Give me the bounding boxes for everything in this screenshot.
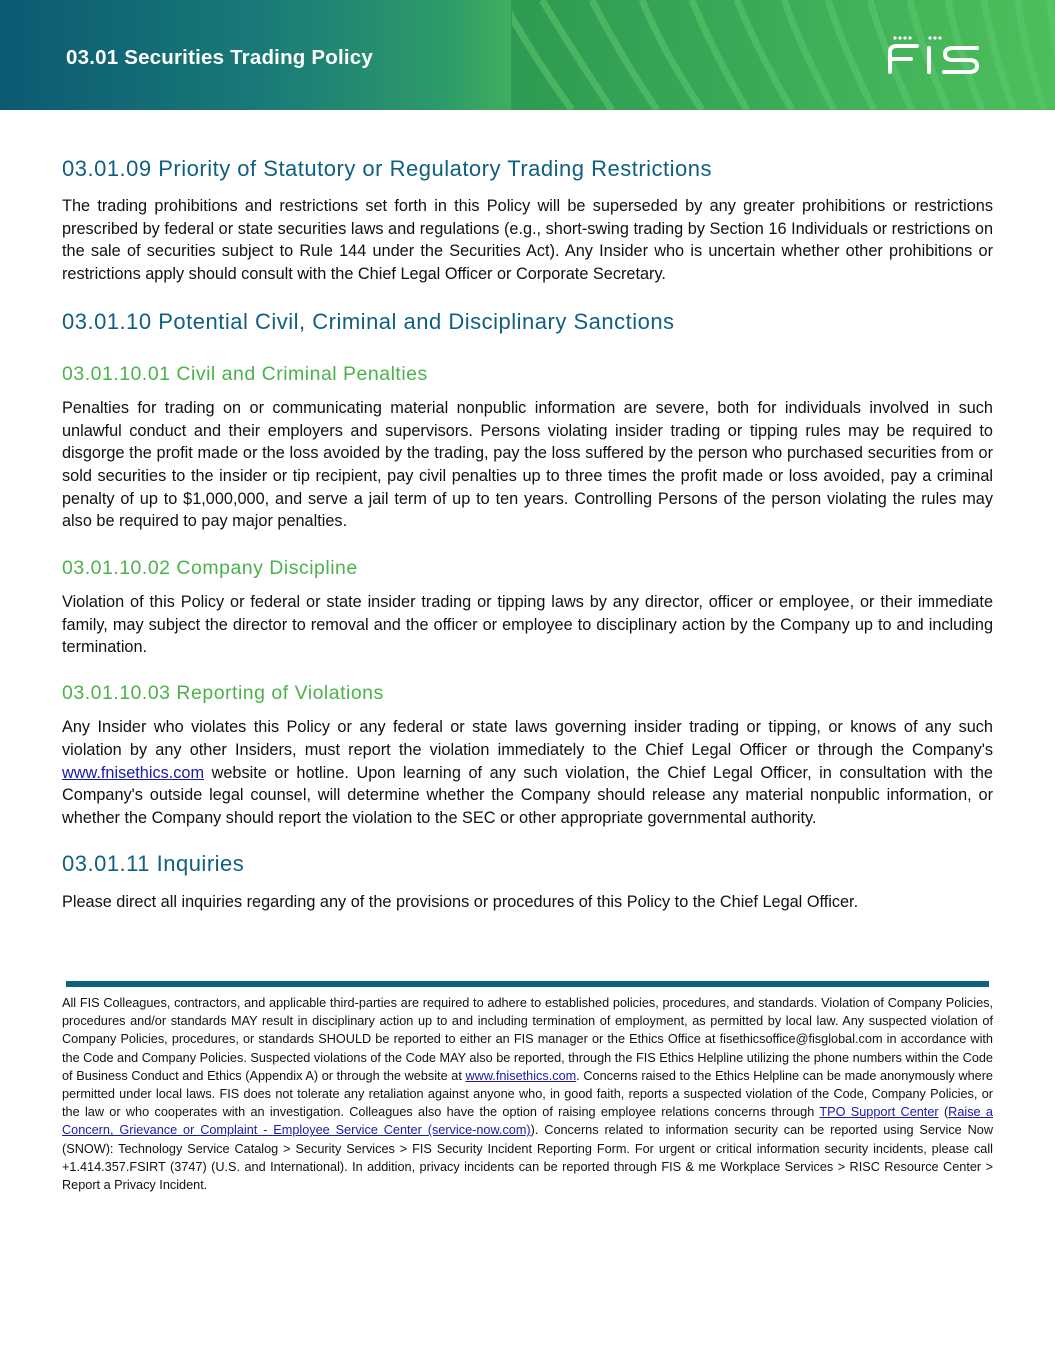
- heading-inquiries: 03.01.11 Inquiries: [62, 850, 245, 876]
- paragraph-inquiries: Please direct all inquiries regarding any of the provisions or procedures of this Policy to the Chief Legal Officer.: [62, 892, 859, 911]
- footer-ethics-website-link[interactable]: www.fnisethics.com: [465, 1068, 577, 1083]
- document-title: 03.01 Securities Trading Policy: [66, 46, 374, 69]
- heading-company-discipline: 03.01.10.02 Company Discipline: [62, 557, 358, 580]
- ethics-website-link[interactable]: www.fnisethics.com: [62, 763, 205, 782]
- main-content: [62, 152, 993, 913]
- fis-logo-icon: [885, 34, 981, 76]
- heading-reporting-violations: 03.01.10.03 Reporting of Violations: [62, 682, 384, 705]
- header-banner: [0, 0, 1055, 110]
- paragraph-civil-criminal-penalties: Penalties for trading on or communicating material nonpublic information are severe, both for individuals involved in such unlawful conduct and their employers and supervisors. Persons violating insider trading or tipping rules may be required to disgorge the profit made or the loss avoided by the trading, pay the loss suffered by the person who purchased securities from or sold securities to the insider or tip recipient, pay civil penalties up to three times the profit made or loss avoided, pay a criminal penalty of up to $1,000,000, and serve a jail term of up to ten years. Controlling Persons of the person violating the rules may also be required to pay major penalties.: [62, 398, 993, 531]
- paragraph-company-discipline: Violation of this Policy or federal or state insider trading or tipping laws by any director, officer or employee, or their immediate family, may subject the director to removal and the officer or employee to disciplinary action by the Company up to and including termination.: [62, 593, 993, 657]
- raise-concern-link[interactable]: Raise a Concern, Grievance or Complaint - Employee Service Center (service-now.com): [62, 1105, 993, 1138]
- heading-sanctions: 03.01.10 Potential Civil, Criminal and Disciplinary Sanctions: [62, 308, 675, 334]
- paragraph-reporting-violations: Any Insider who violates this Policy or any federal or state laws governing insider trading or tipping, or knows of any such violation by any other Insiders, must report the violation immediately to the Chief Legal Officer or through the Company's www.fnisethics.com website or hotline. Upon learning of any such violation, the Chief Legal Officer, in consultation with the Company's outside legal counsel, will determine whether the Company should release any material nonpublic information, or whether the Company should report the violation to the SEC or other appropriate governmental authority.: [62, 718, 993, 827]
- heading-priority-restrictions: 03.01.09 Priority of Statutory or Regulatory Trading Restrictions: [62, 156, 713, 181]
- tpo-support-center-link[interactable]: TPO Support Center: [819, 1105, 939, 1120]
- footer-divider: [66, 981, 989, 987]
- footer-compliance-notice: All FIS Colleagues, contractors, and applicable third-parties are required to adhere to established policies, procedures, and standards. Violation of Company Policies, procedures and/or standards MAY result in disciplinary action up to and including termination of employment, as permitted by local law. Any suspected violation of Company Policies, procedures, or standards SHOULD be reported to either an FIS manager or the Ethics Office at fisethicsoffice@fisglobal.com in accordance with the Code and Company Policies. Suspected violations of the Code MAY also be reported, through the FIS Ethics Helpline utilizing the phone numbers within the Code of Business Conduct and Ethics (Appendix A) or through the website at www.fnisethics.com. Concerns raised to the Ethics Helpline can be made anonymously where permitted under local laws. FIS does not tolerate any retaliation against anyone who, in good faith, reports a suspected violation of the Code, Company Policies, or the law or who cooperates with an investigation. Colleagues also have the option of raising employee relations concerns through TPO Support Center (Raise a Concern, Grievance or Complaint - Employee Service Center (service-now.com)). Concerns related to information security can be reported using Service Now (SNOW): Technology Service Catalog > Security Services > FIS Security Incident Reporting Form. For urgent or critical information security incidents, please call +1.414.357.FSIRT (3747) (U.S. and International). In addition, privacy incidents can be reported through FIS & me Workplace Services > RISC Resource Center > Report a Privacy Incident.: [62, 996, 993, 1193]
- paragraph-priority-restrictions: The trading prohibitions and restrictions set forth in this Policy will be superseded by any greater prohibitions or restrictions prescribed by federal or state securities laws and regulations (e.g., short-swing trading by Section 16 Individuals or restrictions on the sale of securities subject to Rule 144 under the Securities Act). Any Insider who is uncertain whether other prohibitions or restrictions apply should consult with the Chief Legal Officer or Corporate Secretary.: [62, 197, 993, 284]
- heading-civil-criminal-penalties: 03.01.10.01 Civil and Criminal Penalties: [62, 362, 428, 385]
